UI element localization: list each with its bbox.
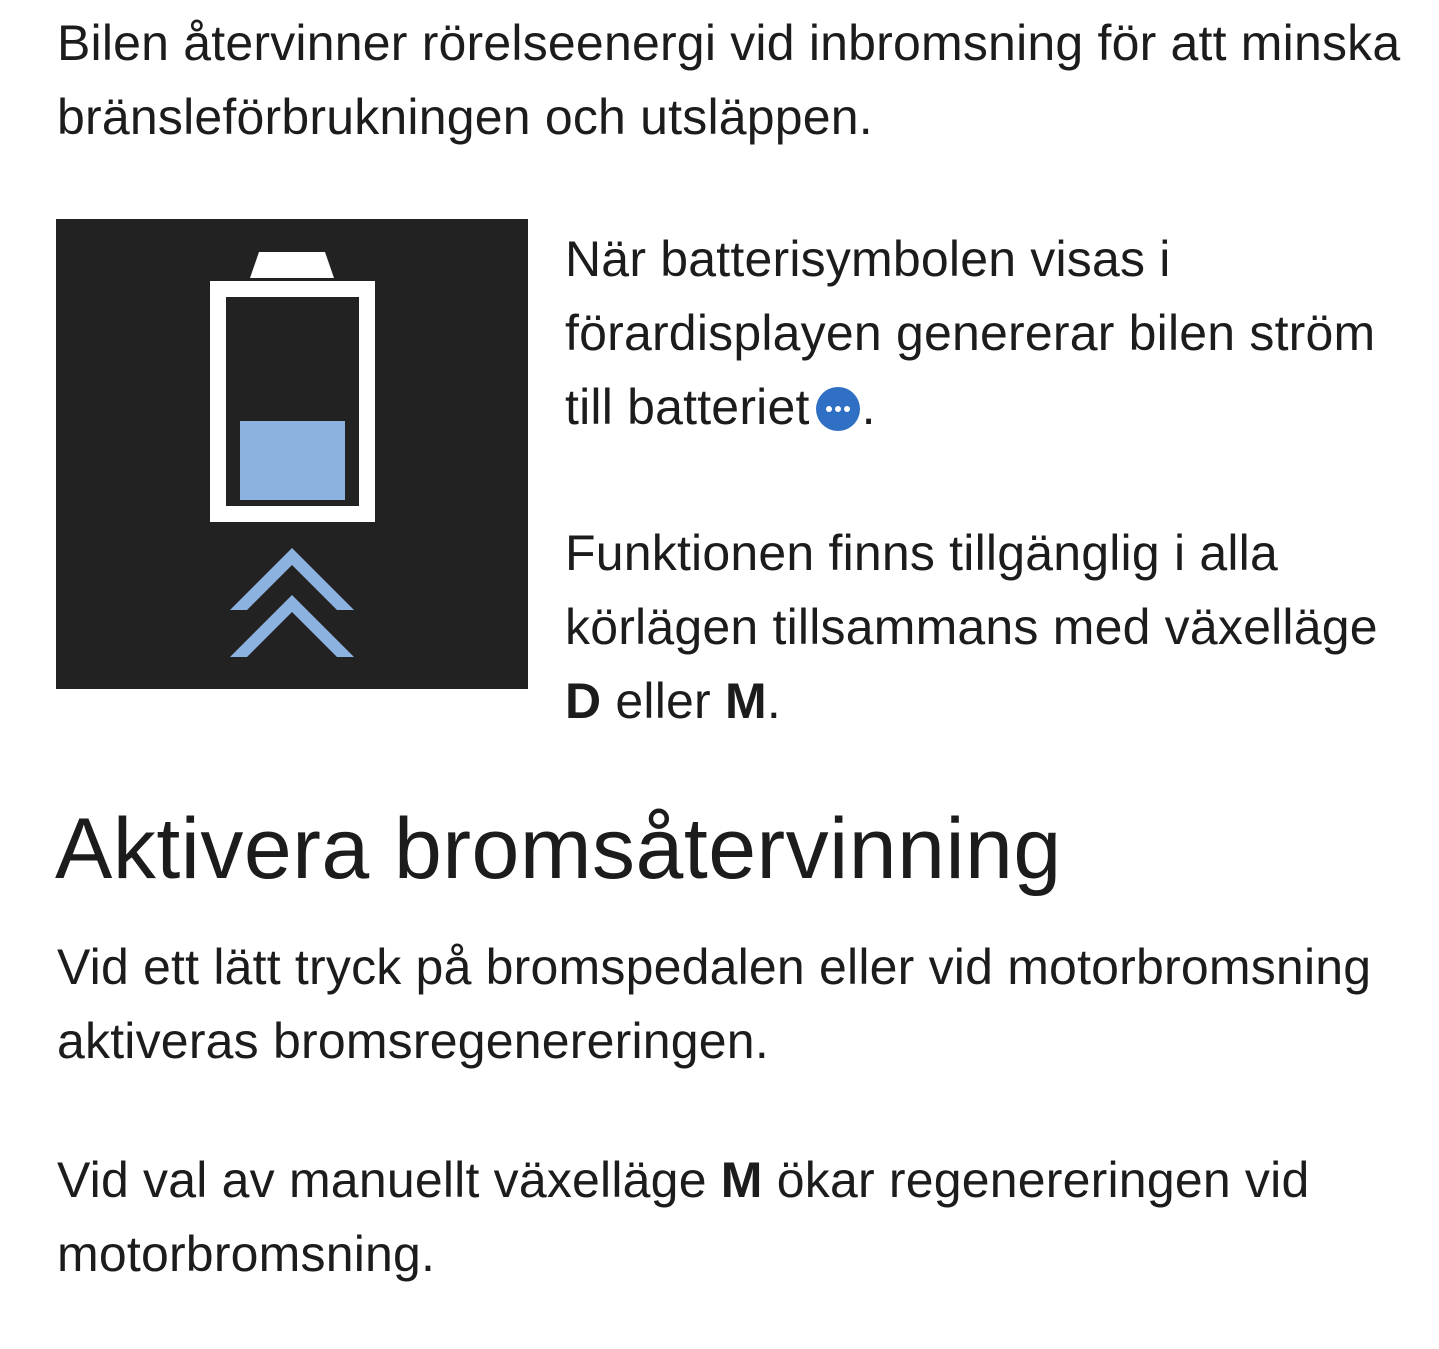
battery-symbol-paragraph xyxy=(565,222,1425,444)
battery-charge-level xyxy=(240,421,345,500)
manual-gear-text-before: Vid val av manuellt växelläge xyxy=(57,1152,721,1208)
availability-period: . xyxy=(766,673,781,729)
intro-paragraph: Bilen återvinner rörelseenergi vid inbromsning för att minska bränsleförbrukningen och utsläppen. xyxy=(57,15,1401,145)
battery-charging-icon xyxy=(56,219,528,689)
availability-text: Funktionen finns tillgänglig i alla körlägen tillsammans med växelläge xyxy=(565,525,1378,655)
battery-explanation xyxy=(565,222,1425,738)
availability-paragraph xyxy=(565,516,1425,738)
activation-paragraph: Vid ett lätt tryck på bromspedalen eller vid motorbromsning aktiveras bromsregenereringen. xyxy=(57,939,1372,1069)
section-heading: Aktivera bromsåtervinning xyxy=(55,801,1062,897)
battery-symbol-period: . xyxy=(861,379,876,435)
availability-conjunction: eller xyxy=(601,673,725,729)
gear-m-label: M xyxy=(724,673,767,729)
more-info-icon[interactable] xyxy=(816,387,860,431)
manual-gear-paragraph xyxy=(57,1143,1417,1291)
manual-gear-m-label: M xyxy=(720,1152,763,1208)
battery-charging-illustration xyxy=(56,219,528,689)
battery-symbol-text: När batterisymbolen visas i förardisplayen genererar bilen ström till batteriet xyxy=(565,231,1376,435)
gear-d-label: D xyxy=(565,673,602,729)
manual-gear-text-after: ökar regenereringen vid motorbromsning. xyxy=(57,1152,1310,1282)
battery-terminal-icon xyxy=(250,252,334,278)
